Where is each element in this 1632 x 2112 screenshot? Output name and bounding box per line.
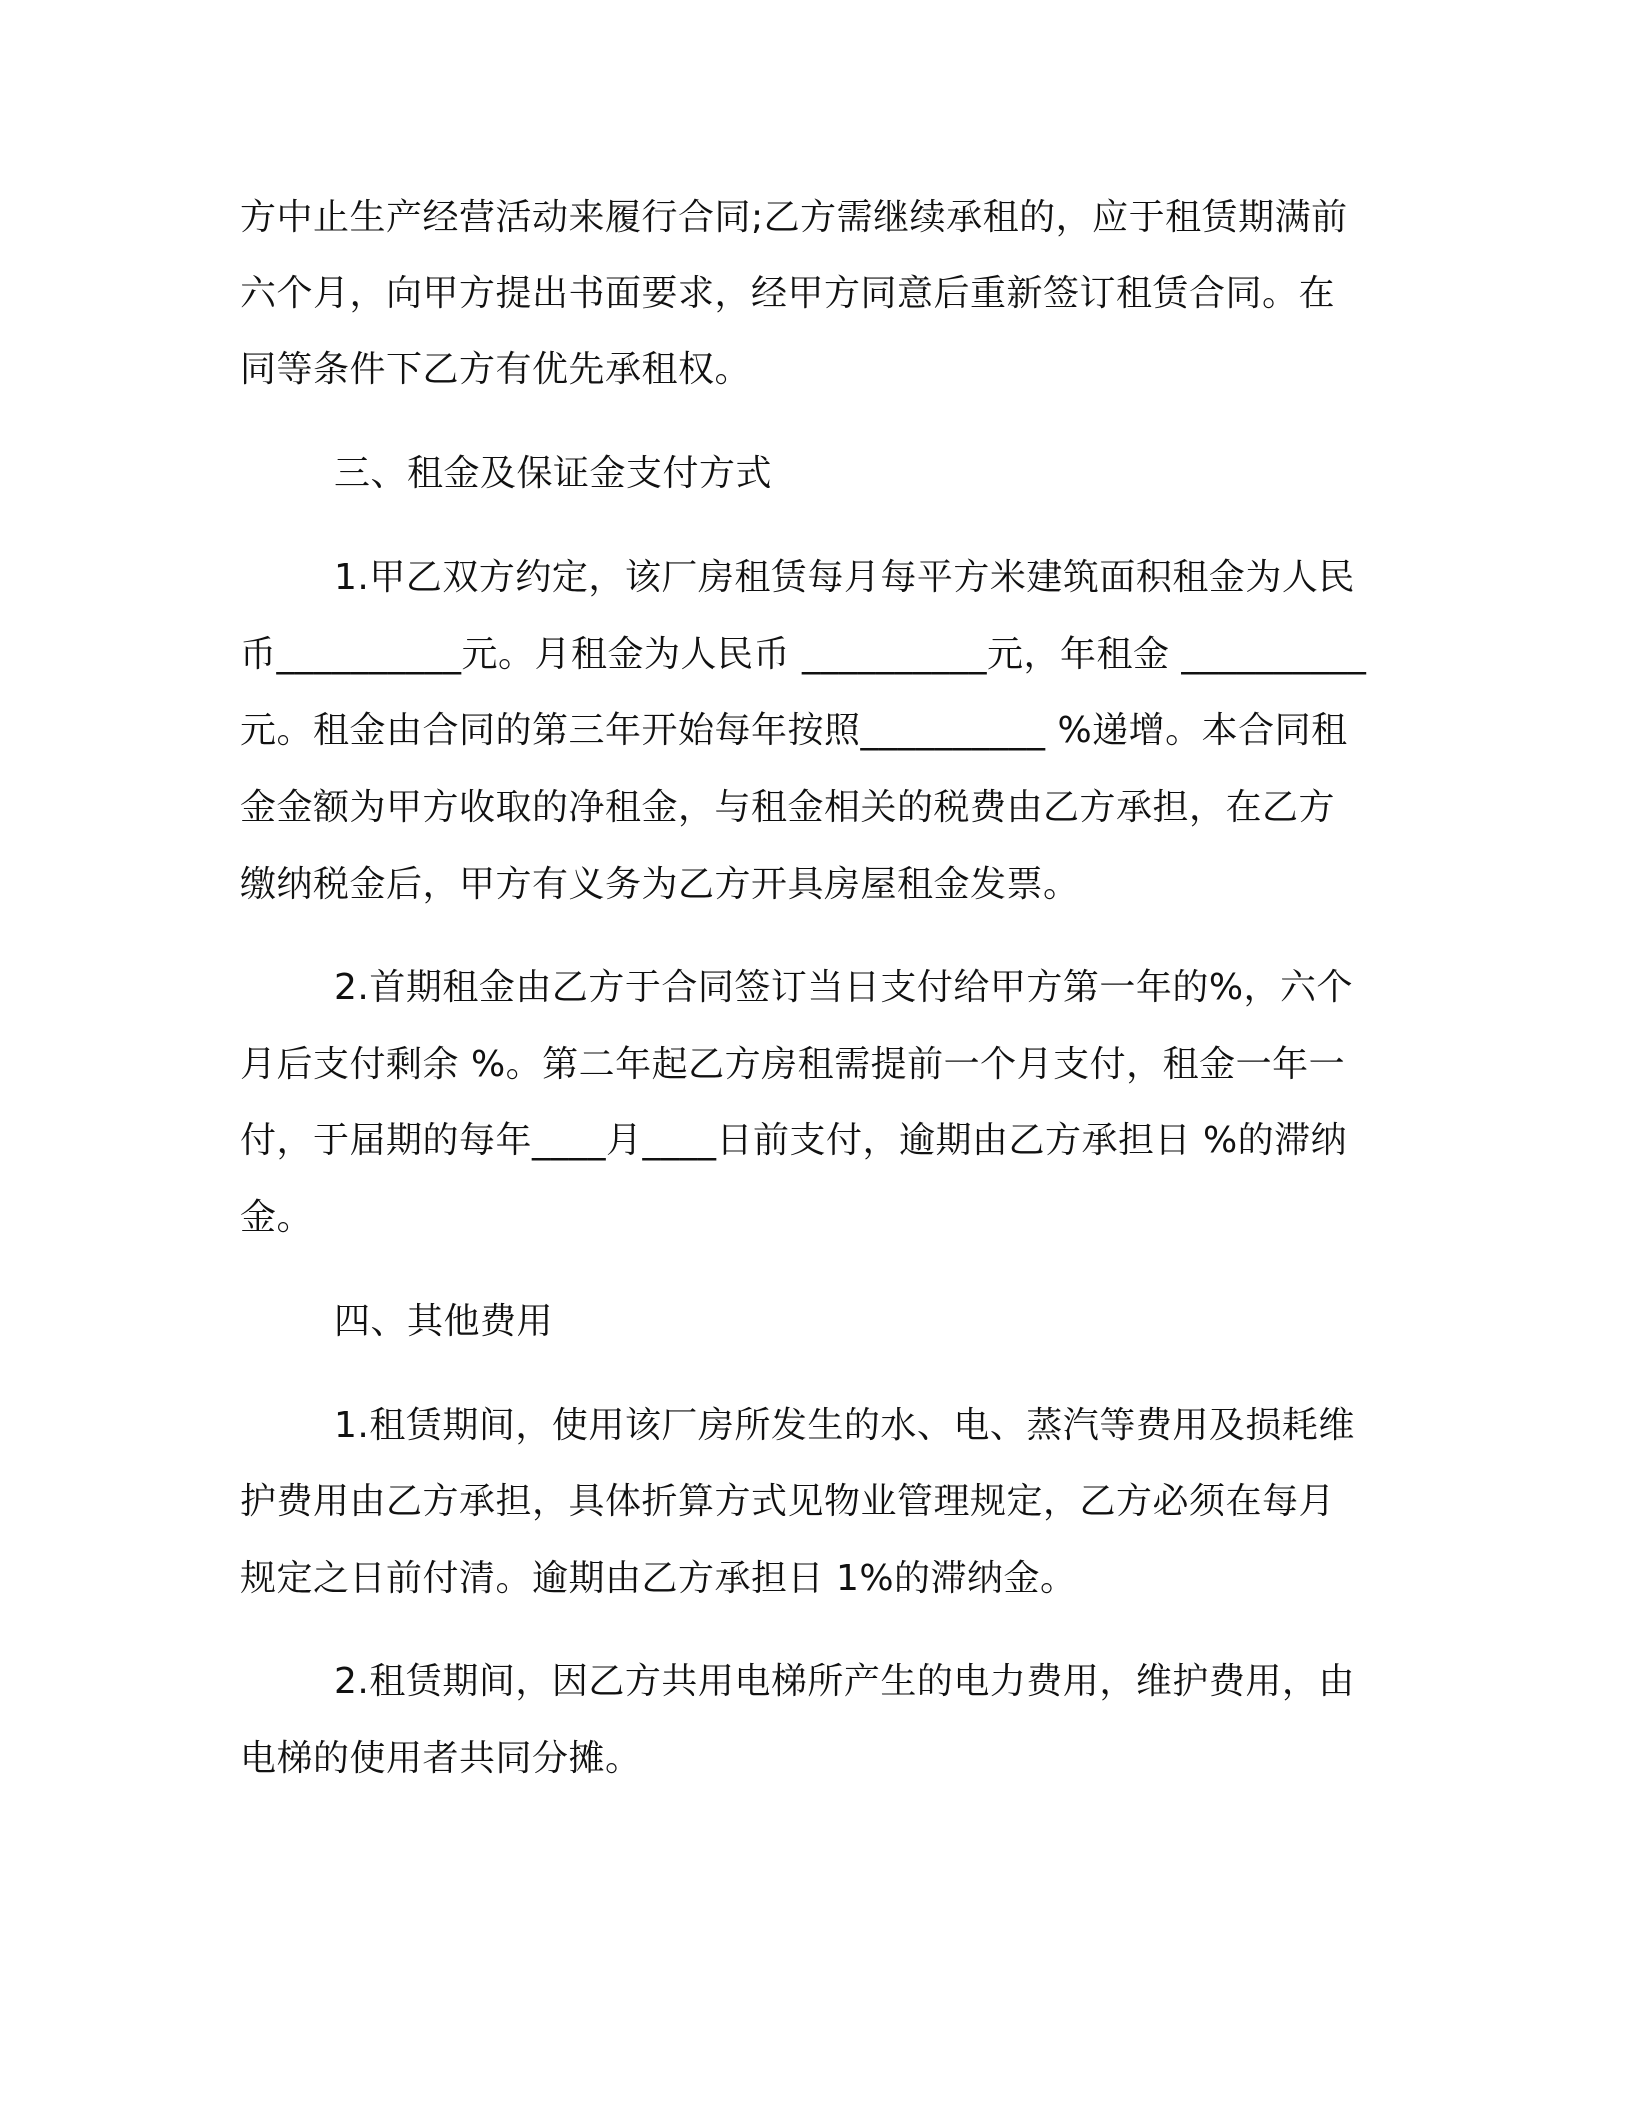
paragraph-line: 2.租赁期间，因乙方共用电梯所产生的电力费用，维护费用，由 — [334, 1661, 1355, 1702]
section-heading: 四、其他费用 — [334, 1301, 554, 1342]
paragraph-line: 缴纳税金后，甲方有义务为乙方开具房屋租金发票。 — [240, 864, 1080, 905]
paragraph-line: 2.首期租金由乙方于合同签订当日支付给甲方第一年的%，六个 — [334, 967, 1354, 1008]
paragraph-line: 币__________元。月租金为人民币 __________元，年租金 __________ — [240, 634, 1367, 675]
paragraph-line: 规定之日前付清。逾期由乙方承担日 1%的滞纳金。 — [240, 1558, 1077, 1599]
paragraph-line: 六个月，向甲方提出书面要求，经甲方同意后重新签订租赁合同。在 — [240, 273, 1336, 314]
paragraph-line: 方中止生产经营活动来履行合同;乙方需继续承租的，应于租赁期满前 — [240, 197, 1348, 238]
paragraph-line: 付，于届期的每年____月____日前支付，逾期由乙方承担日 %的滞纳 — [240, 1120, 1348, 1161]
paragraph-line: 电梯的使用者共同分摊。 — [240, 1738, 642, 1779]
paragraph-line: 月后支付剩余 %。第二年起乙方房租需提前一个月支付，租金一年一 — [240, 1044, 1346, 1085]
paragraph-line: 1.甲乙双方约定，该厂房租赁每月每平方米建筑面积租金为人民 — [334, 557, 1355, 598]
paragraph-line: 同等条件下乙方有优先承租权。 — [240, 349, 752, 390]
paragraph-line: 金。 — [240, 1197, 314, 1238]
section-heading: 三、租金及保证金支付方式 — [334, 453, 773, 494]
paragraph-line: 金金额为甲方收取的净租金，与租金相关的税费由乙方承担，在乙方 — [240, 787, 1336, 828]
paragraph-line: 1.租赁期间，使用该厂房所发生的水、电、蒸汽等费用及损耗维 — [334, 1405, 1355, 1446]
paragraph-line: 护费用由乙方承担，具体折算方式见物业管理规定，乙方必须在每月 — [240, 1481, 1336, 1522]
paragraph-line: 元。租金由合同的第三年开始每年按照__________ %递增。本合同租 — [240, 710, 1348, 751]
